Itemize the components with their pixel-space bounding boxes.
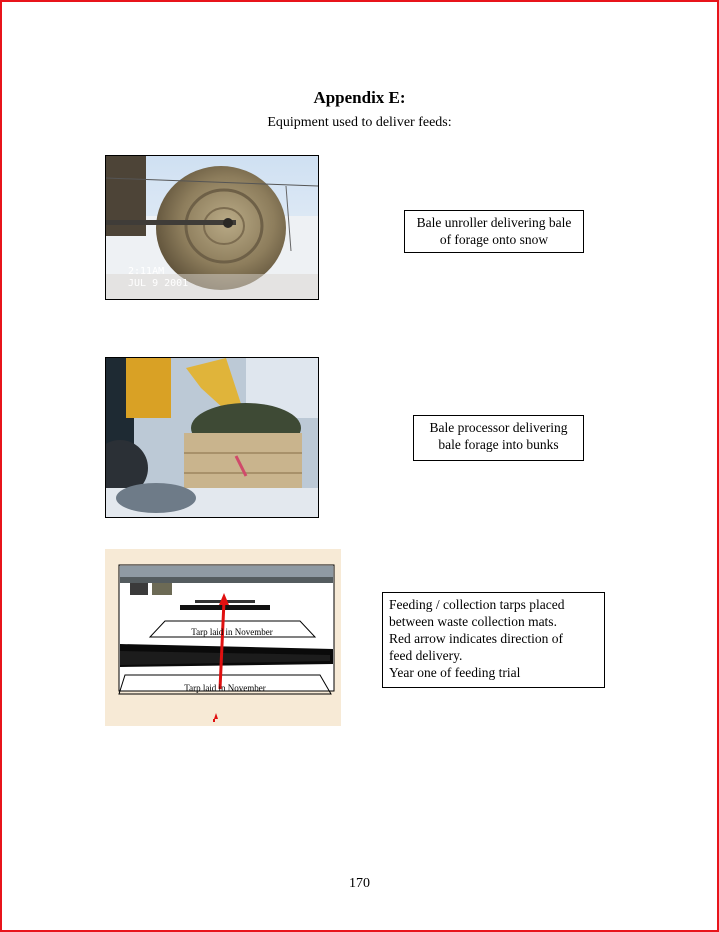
bale-unroller-image [106, 156, 318, 299]
caption-line: Feeding / collection tarps placed [389, 597, 565, 612]
caption-line: Bale processor delivering [429, 420, 568, 435]
caption-feeding-tarps [382, 592, 605, 688]
bale-processor-image [106, 358, 318, 517]
photo-feeding-tarps [105, 549, 341, 726]
feeding-tarps-image [105, 549, 341, 726]
caption-line: feed delivery. [389, 648, 463, 663]
caption-bale-unroller [404, 210, 584, 253]
tarp-label-lower: Tarp laid in November [184, 683, 266, 693]
caption-line: Year one of feeding trial [389, 665, 521, 680]
page-title: Appendix E: [313, 88, 406, 107]
page-number: 170 [349, 876, 370, 891]
page-subtitle: Equipment used to deliver feeds: [267, 115, 452, 130]
photo-bale-processor [105, 357, 319, 518]
photo-date-stamp: JUL 9 2001 [128, 278, 189, 289]
caption-line: Bale unroller delivering bale [416, 215, 572, 230]
caption-line: bale forage into bunks [438, 437, 559, 452]
caption-line: Red arrow indicates direction of [389, 631, 563, 646]
caption-bale-processor [413, 415, 584, 461]
photo-time-stamp: 2:11AM [128, 266, 165, 277]
caption-line: between waste collection mats. [389, 614, 557, 629]
tarp-label-upper: Tarp laid in November [191, 627, 273, 637]
photo-bale-unroller [105, 155, 319, 300]
caption-line: of forage onto snow [439, 232, 549, 247]
